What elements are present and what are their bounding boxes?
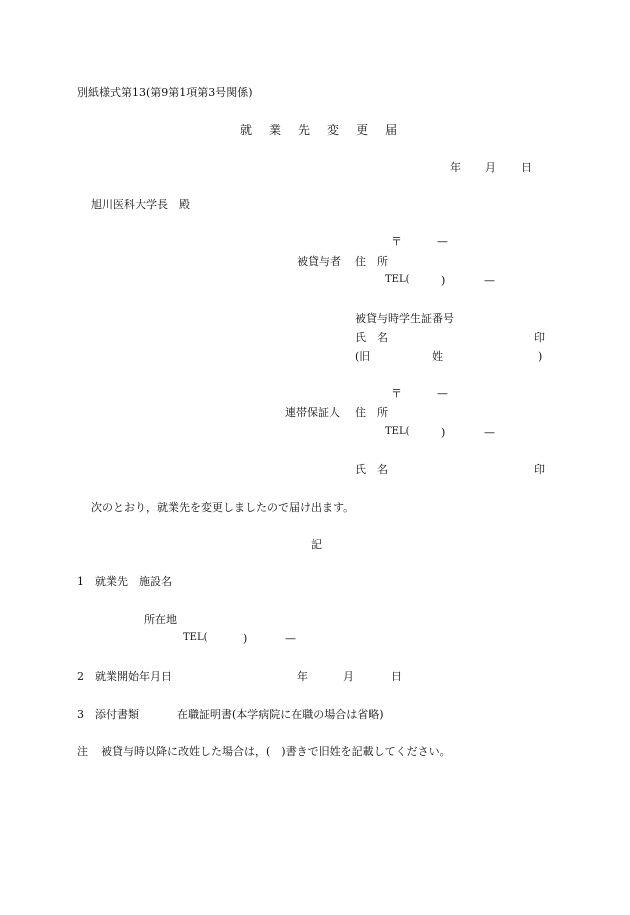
title-char: 更: [356, 123, 369, 137]
guarantor-tel-paren: ): [441, 426, 446, 439]
item2-month: 月: [343, 670, 354, 683]
item1-tel-paren: ): [243, 632, 248, 645]
item1-label: 就業先 施設名: [95, 575, 172, 588]
title-char: 変: [327, 123, 340, 137]
ki-heading: 記: [311, 538, 322, 551]
addressee: 旭川医科大学長 殿: [91, 198, 190, 211]
borrower-name-label: 氏 名: [355, 331, 388, 344]
borrower-tel-paren: ): [441, 274, 446, 287]
item2-day: 日: [391, 670, 402, 683]
item2-year: 年: [297, 670, 308, 683]
item3-value: 在職証明書(本学病院に在職の場合は省略): [177, 708, 384, 721]
borrower-former-close: ): [538, 350, 543, 363]
guarantor-role-label: 連帯保証人: [285, 406, 340, 419]
form-title: [240, 124, 414, 136]
borrower-postal-mark: 〒: [391, 235, 402, 248]
item2-label: 就業開始年月日: [95, 670, 172, 683]
guarantor-tel-dash: —: [484, 426, 495, 439]
guarantor-tel-label: TEL(: [385, 426, 410, 437]
item1-number: 1: [77, 575, 84, 588]
item3-label: 添付書類: [95, 708, 139, 721]
borrower-tel-label: TEL(: [385, 274, 410, 285]
title-char: 業: [269, 123, 282, 137]
guarantor-seal: 印: [534, 463, 545, 476]
date-day: 日: [521, 161, 532, 174]
title-char: 先: [298, 123, 311, 137]
borrower-tel-dash: —: [484, 274, 495, 287]
date-year: 年: [450, 161, 461, 174]
guarantor-name-label: 氏 名: [355, 463, 388, 476]
borrower-student-no-label: 被貸与時学生証番号: [355, 312, 454, 325]
note-text: 被貸与時以降に改姓した場合は，( )書きで旧姓を記載してください。: [101, 745, 451, 758]
item1-tel-dash: —: [285, 632, 296, 645]
item2-number: 2: [77, 670, 84, 683]
guarantor-postal-dash: —: [437, 387, 448, 400]
statement: 次のとおり，就業先を変更しましたので届け出ます。: [91, 501, 355, 514]
form-id: 別紙様式第13(第9第1項第3号関係): [77, 86, 253, 99]
title-char: 届: [385, 123, 398, 137]
guarantor-postal-mark: 〒: [391, 387, 402, 400]
location-label: 所在地: [144, 613, 177, 626]
item3-number: 3: [77, 708, 84, 721]
date-month: 月: [485, 161, 496, 174]
borrower-seal: 印: [534, 331, 545, 344]
title-char: 就: [240, 123, 253, 137]
item1-tel-label: TEL(: [183, 632, 208, 643]
borrower-former-open: (旧: [355, 350, 371, 363]
guarantor-address-label: 住 所: [355, 406, 388, 419]
borrower-former-surname: 姓: [432, 350, 443, 363]
borrower-role-label: 被貸与者: [297, 255, 341, 268]
borrower-postal-dash: —: [437, 235, 448, 248]
note-label: 注: [77, 745, 88, 758]
borrower-address-label: 住 所: [355, 255, 388, 268]
